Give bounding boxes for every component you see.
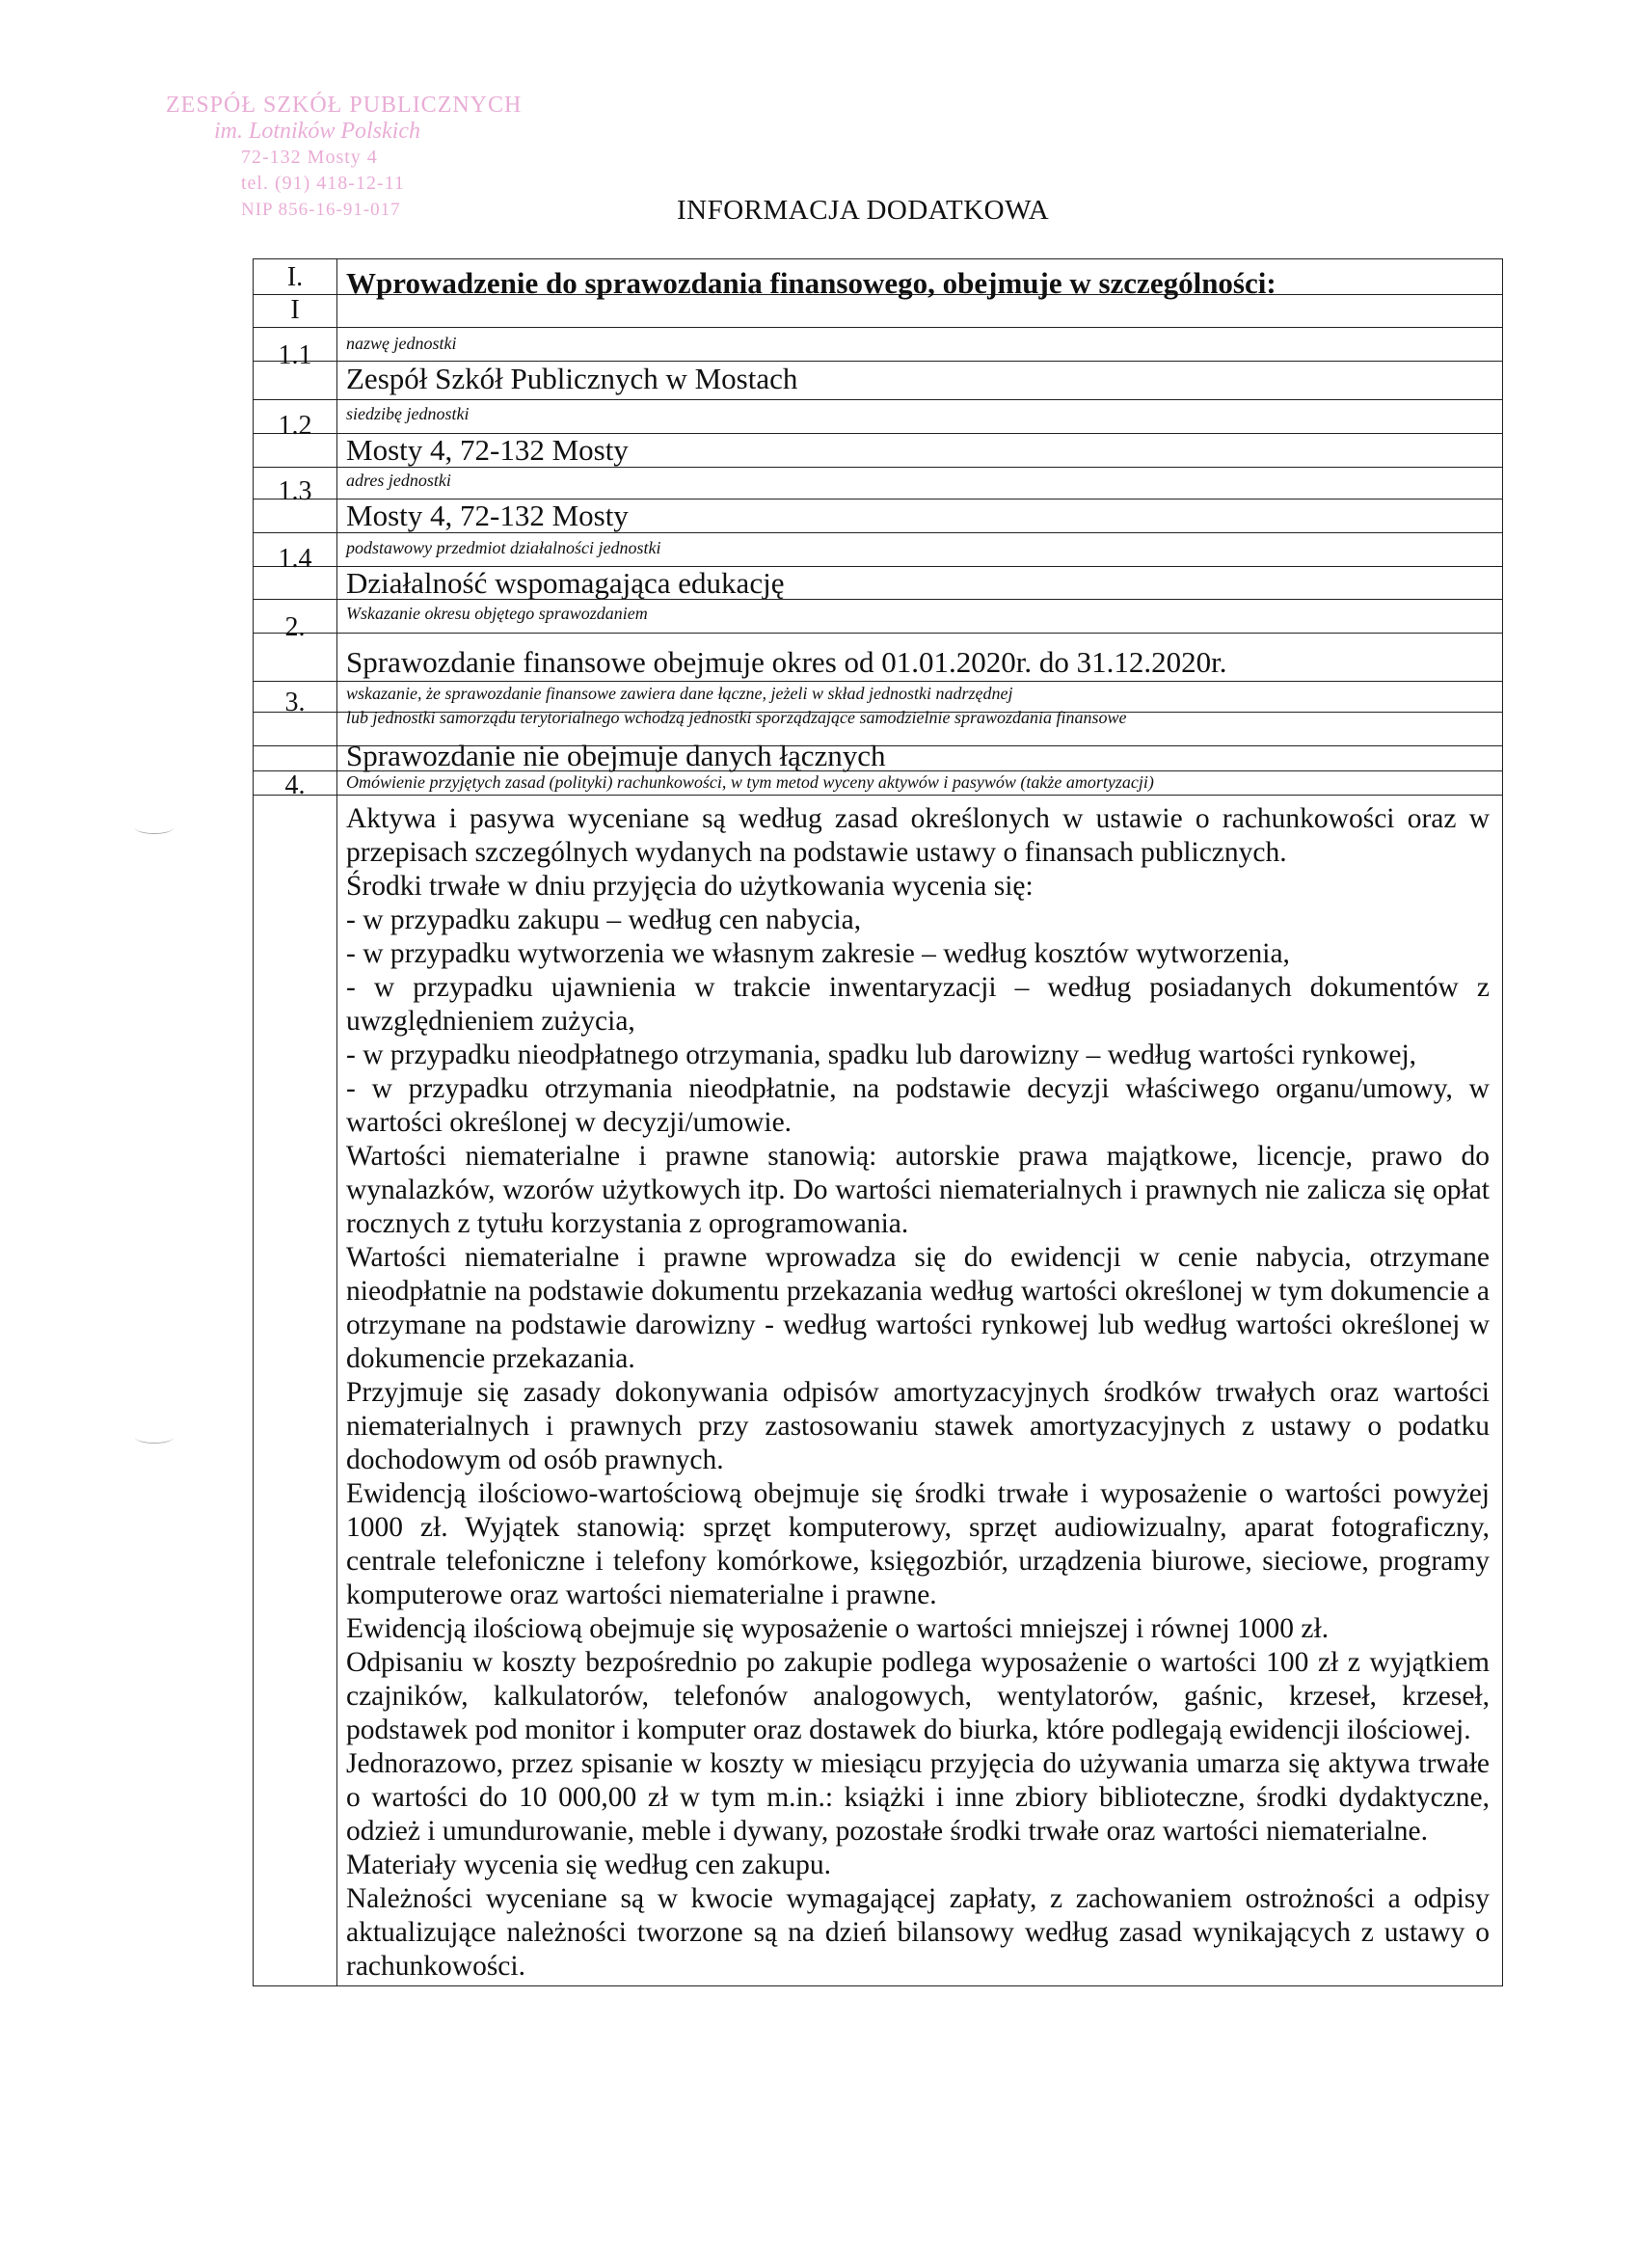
row-number: 1.2: [278, 411, 312, 441]
row-divider: [254, 633, 1502, 634]
row-divider: [254, 327, 1502, 328]
row-value: Sprawozdanie nie obejmuje danych łącznych: [346, 739, 886, 772]
policy-list-item: - w przypadku otrzymania nieodpłatnie, na podstawie decyzji właściwego organu/umowy, w wartości określonej w decyzji/umowie.: [346, 1073, 1490, 1138]
row-divider: [254, 795, 1502, 796]
row-number: 3.: [284, 688, 306, 717]
policy-list-item: - w przypadku zakupu – według cen nabycia,: [346, 904, 862, 935]
policy-list-item: - w przypadku wytworzenia we własnym zakresie – według kosztów wytworzenia,: [346, 938, 1290, 969]
section-number: I.: [286, 262, 304, 292]
policy-paragraph: Wartości niematerialne i prawne wprowadza się do ewidencji w cenie nabycia, otrzymane nieodpłatnie na podstawie dokumentu przekazania według wartości określonej w tym dokumencie a otrzymane na podstawie darowizny - według wartości rynkowej lub według wartości określonej w dokumencie przekazania.: [346, 1242, 1490, 1374]
policy-paragraph: Ewidencją ilościowo-wartościową obejmuje się środki trwałe i wyposażenie o wartości powyżej 1000 zł. Wyjątek stanowią: sprzęt komputerowy, sprzęt audiowizualny, aparat fotograficzny, centrale telefoniczne i telefony komórkowe, księgozbiór, urządzenia biurowe, sieciowe, programy komputerowe oraz wartości niematerialne i prawne.: [346, 1478, 1490, 1610]
stamp-line-phone: tel. (91) 418-12-11: [241, 173, 405, 194]
row-divider: [254, 681, 1502, 682]
row-label: podstawowy przedmiot działalności jednostki: [346, 538, 661, 557]
row-value: Sprawozdanie finansowe obejmuje okres od 01.01.2020r. do 31.12.2020r.: [346, 645, 1227, 679]
policy-paragraph: Należności wyceniane są w kwocie wymagającej zapłaty, z zachowaniem ostrożności a odpisy aktualizujące należności tworzone są na dzień bilansowy według zasad wynikających z ustawy o rachunkowości.: [346, 1883, 1490, 1982]
scan-mark: [135, 822, 174, 834]
row-divider: [254, 399, 1502, 400]
policy-paragraph: Przyjmuje się zasady dokonywania odpisów amortyzacyjnych środków trwałych oraz wartości niematerialnych i prawnych przy zastosowaniu stawek amortyzacyjnych z ustawy o podatku dochodowym od osób prawnych.: [346, 1377, 1490, 1475]
row-label: Omówienie przyjętych zasad (polityki) rachunkowości, w tym metod wyceny aktywów i pasywów (także amortyzacji): [346, 772, 1154, 792]
stamp-line-address: 72-132 Mosty 4: [241, 147, 378, 168]
row-label: wskazanie, że sprawozdanie finansowe zawiera dane łączne, jeżeli w skład jednostki nadrzędnej: [346, 684, 1013, 703]
policy-paragraph: Odpisaniu w koszty bezpośrednio po zakupie podlega wyposażenie o wartości 100 zł z wyjątkiem czajników, kalkulatorów, telefonów analogowych, wentylatorów, gaśnic, krzeseł, krzeseł, podstawek pod monitor i komputer oraz dostawek do biurka, które podlegają ewidencji ilościowej.: [346, 1647, 1490, 1745]
row-number: 2.: [284, 612, 306, 642]
policy-paragraph: Środki trwałe w dniu przyjęcia do użytkowania wycenia się:: [346, 871, 1034, 902]
row-label: nazwę jednostki: [346, 334, 457, 353]
institution-stamp: [166, 93, 532, 223]
policy-paragraph: Wartości niematerialne i prawne stanowią: autorskie prawa majątkowe, licencje, prawo do wynalazków, wzorów użytkowych itp. Do wartości niematerialnych i prawnych nie zalicza się opłat rocznych z tytułu korzystania z oprogramowania.: [346, 1141, 1490, 1239]
stamp-line-name: ZESPÓŁ SZKÓŁ PUBLICZNYCH: [166, 93, 523, 118]
row-value: Mosty 4, 72-132 Mosty: [346, 433, 629, 467]
policy-paragraph: Aktywa i pasywa wyceniane są według zasad określonych w ustawie o rachunkowości oraz w przepisach szczególnych wydanych na podstawie ustawy o finansach publicznych.: [346, 803, 1490, 868]
column-divider: [336, 259, 337, 1985]
row-number: 1.3: [278, 476, 312, 506]
row-value: Mosty 4, 72-132 Mosty: [346, 499, 629, 532]
scan-mark: [135, 1431, 174, 1444]
row-number: 4.: [284, 770, 306, 800]
policy-paragraph: Jednorazowo, przez spisanie w koszty w miesiącu przyjęcia do używania umarza się aktywa trwałe o wartości do 10 000,00 zł w tym m.in.: książki i inne zbiory biblioteczne, środki dydaktyczne, odzież i umundurowanie, meble i dywany, pozostałe środki trwałe oraz wartości niematerialne.: [346, 1748, 1490, 1847]
section-spacer-number: I: [290, 295, 300, 325]
policy-list-item: - w przypadku ujawnienia w trakcie inwentaryzacji – według posiadanych dokumentów z uwzględnieniem zużycia,: [346, 972, 1490, 1037]
policy-paragraph: Ewidencją ilościową obejmuje się wyposażenie o wartości mniejszej i równej 1000 zł.: [346, 1613, 1330, 1644]
policy-list-item: - w przypadku nieodpłatnego otrzymania, spadku lub darowizny – według wartości rynkowej,: [346, 1040, 1417, 1070]
row-label: siedzibę jednostki: [346, 404, 470, 423]
row-value: Działalność wspomagająca edukację: [346, 566, 785, 600]
section-heading: Wprowadzenie do sprawozdania finansowego, obejmuje w szczególności:: [346, 266, 1276, 300]
page-title: INFORMACJA DODATKOWA: [677, 195, 1050, 226]
row-number: 1.4: [278, 544, 312, 574]
row-number: 1.1: [278, 340, 312, 370]
stamp-line-patron: im. Lotników Polskich: [214, 119, 420, 144]
row-label: adres jednostki: [346, 471, 451, 490]
row-value: Zespół Szkół Publicznych w Mostach: [346, 362, 798, 395]
policy-paragraph: Materiały wycenia się według cen zakupu.: [346, 1850, 831, 1880]
row-label: Wskazanie okresu objętego sprawozdaniem: [346, 604, 648, 623]
stamp-line-nip: NIP 856-16-91-017: [241, 200, 401, 220]
info-table: [253, 258, 1503, 1986]
accounting-policy-text: [346, 802, 1490, 1984]
row-label-continued: lub jednostki samorządu terytorialnego wchodzą jednostki sporządzające samodzielnie sprawozdania finansowe: [346, 708, 1127, 727]
